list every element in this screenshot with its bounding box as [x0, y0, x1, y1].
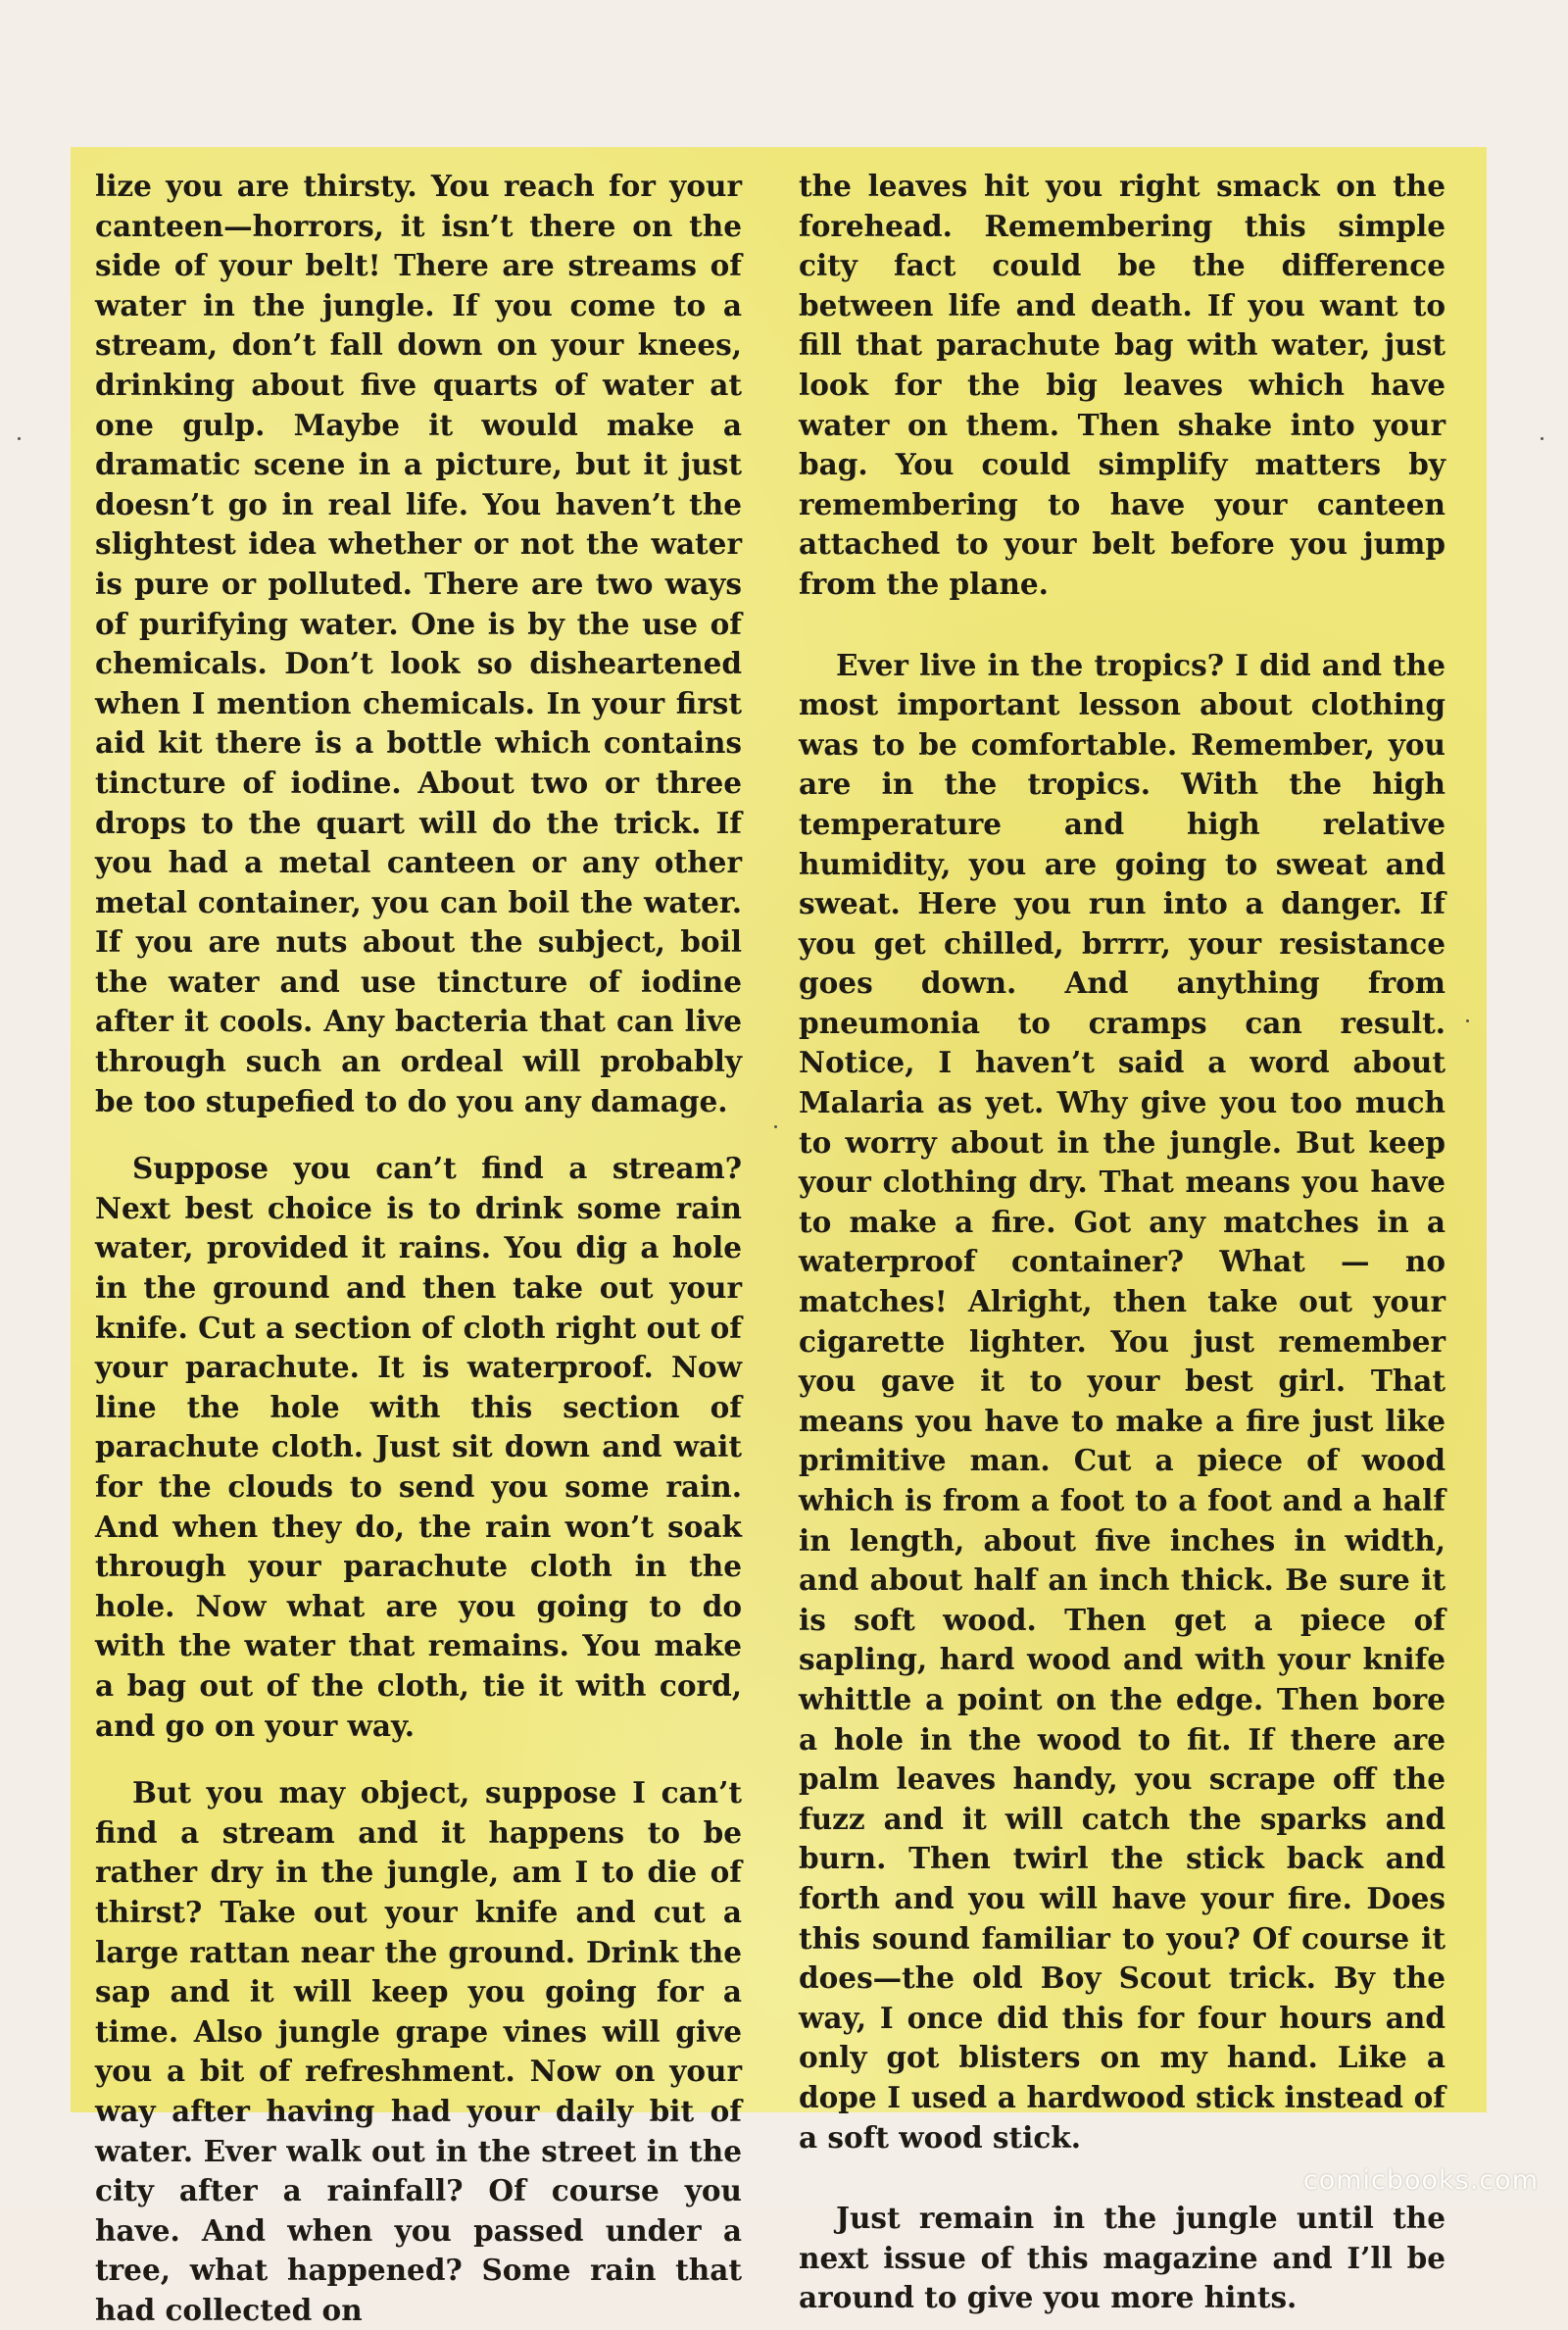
site-watermark: comicbooks.com: [1302, 2165, 1539, 2196]
ink-speck: [18, 437, 21, 440]
ink-speck: [1541, 437, 1544, 440]
paragraph: Just remain in the jungle until the next issue of this magazine and I’ll be around to give you more hints.: [799, 2201, 1446, 2315]
left-text-column: [95, 167, 742, 2330]
right-text-column: [799, 167, 1446, 2318]
paragraph: But you may object, suppose I can’t find a stream and it happens to be rather dry in the jungle, am I to die of thirst? Take out your knife and cut a large rattan near the ground. Drink the sap and it will keep you going for a time. Also jungle grape vines will give you a bit of refreshment. Now on your way after having had your daily bit of water. Ever walk out in the street in the city after a rainfall? Of course you have. And when you passed under a tree, what happened? Some rain that had collected on: [95, 1775, 742, 2327]
paragraph: lize you are thirsty. You reach for your canteen—horrors, it isn’t there on the side of your belt! There are streams of water in the jungle. If you come to a stream, don’t fall down on your knees, drinking about five quarts of water at one gulp. Maybe it would make a dramatic scene in a picture, but it just doesn’t go in real life. You haven’t the slightest idea whether or not the water is pure or polluted. There are two ways of purifying water. One is by the use of chemicals. Don’t look so disheartened when I mention chemicals. In your first aid kit there is a bottle which contains tincture of iodine. About two or three drops to the quart will do the trick. If you had a metal canteen or any other metal container, you can boil the water. If you are nuts about the subject, boil the water and use tincture of iodine after it cools. Any bacteria that can live through such an ordeal will probably be too stupefied to do you any damage.: [95, 169, 742, 1118]
paragraph: Suppose you can’t find a stream? Next best choice is to drink some rain water, provided it rains. You dig a hole in the ground and then take out your knife. Cut a section of cloth right out of your parachute. It is waterproof. Now line the hole with this section of parachute cloth. Just sit down and wait for the clouds to send you some rain. And when they do, the rain won’t soak through your parachute cloth in the hole. Now what are you going to do with the water that remains. You make a bag out of the cloth, tie it with cord, and go on your way.: [95, 1151, 742, 1743]
ink-speck: [774, 1125, 777, 1128]
paragraph: the leaves hit you right smack on the forehead. Remembering this simple city fact could be the difference between life and death. If you want to fill that parachute bag with water, just look for the big leaves which have water on them. Then shake into your bag. You could simplify matters by remembering to have your canteen attached to your belt before you jump from the plane.: [799, 169, 1446, 601]
paragraph: Ever live in the tropics? I did and the most important lesson about clothing was to be comfortable. Remember, you are in the tropics. With the high temperature and high relative humidity, you are going to sweat and sweat. Here you run into a danger. If you get chilled, brrrr, your resistance goes down. And anything from pneumonia to cramps can result. Notice, I haven’t said a word about Malaria as yet. Why give you too much to worry about in the jungle. But keep your clothing dry. That means you have to make a fire. Got any matches in a waterproof container? What — no matches! Alright, then take out your cigarette lighter. You just remember you gave it to your best girl. That means you have to make a fire just like primitive man. Cut a piece of wood which is from a foot to a foot and a half in length, about five inches in width, and about half an inch thick. Be sure it is soft wood. Then get a piece of sapling, hard wood and with your knife whittle a point on the edge. Then bore a hole in the wood to fit. If there are palm leaves handy, you scrape off the fuzz and it will catch the sparks and burn. Then twirl the stick back and forth and you will have your fire. Does this sound familiar to you? Of course it does—the old Boy Scout trick. By the way, I once did this for four hours and only got blisters on my hand. Like a dope I used a hardwood stick instead of a soft wood stick.: [799, 647, 1446, 2155]
ink-speck: [1466, 1019, 1469, 1022]
